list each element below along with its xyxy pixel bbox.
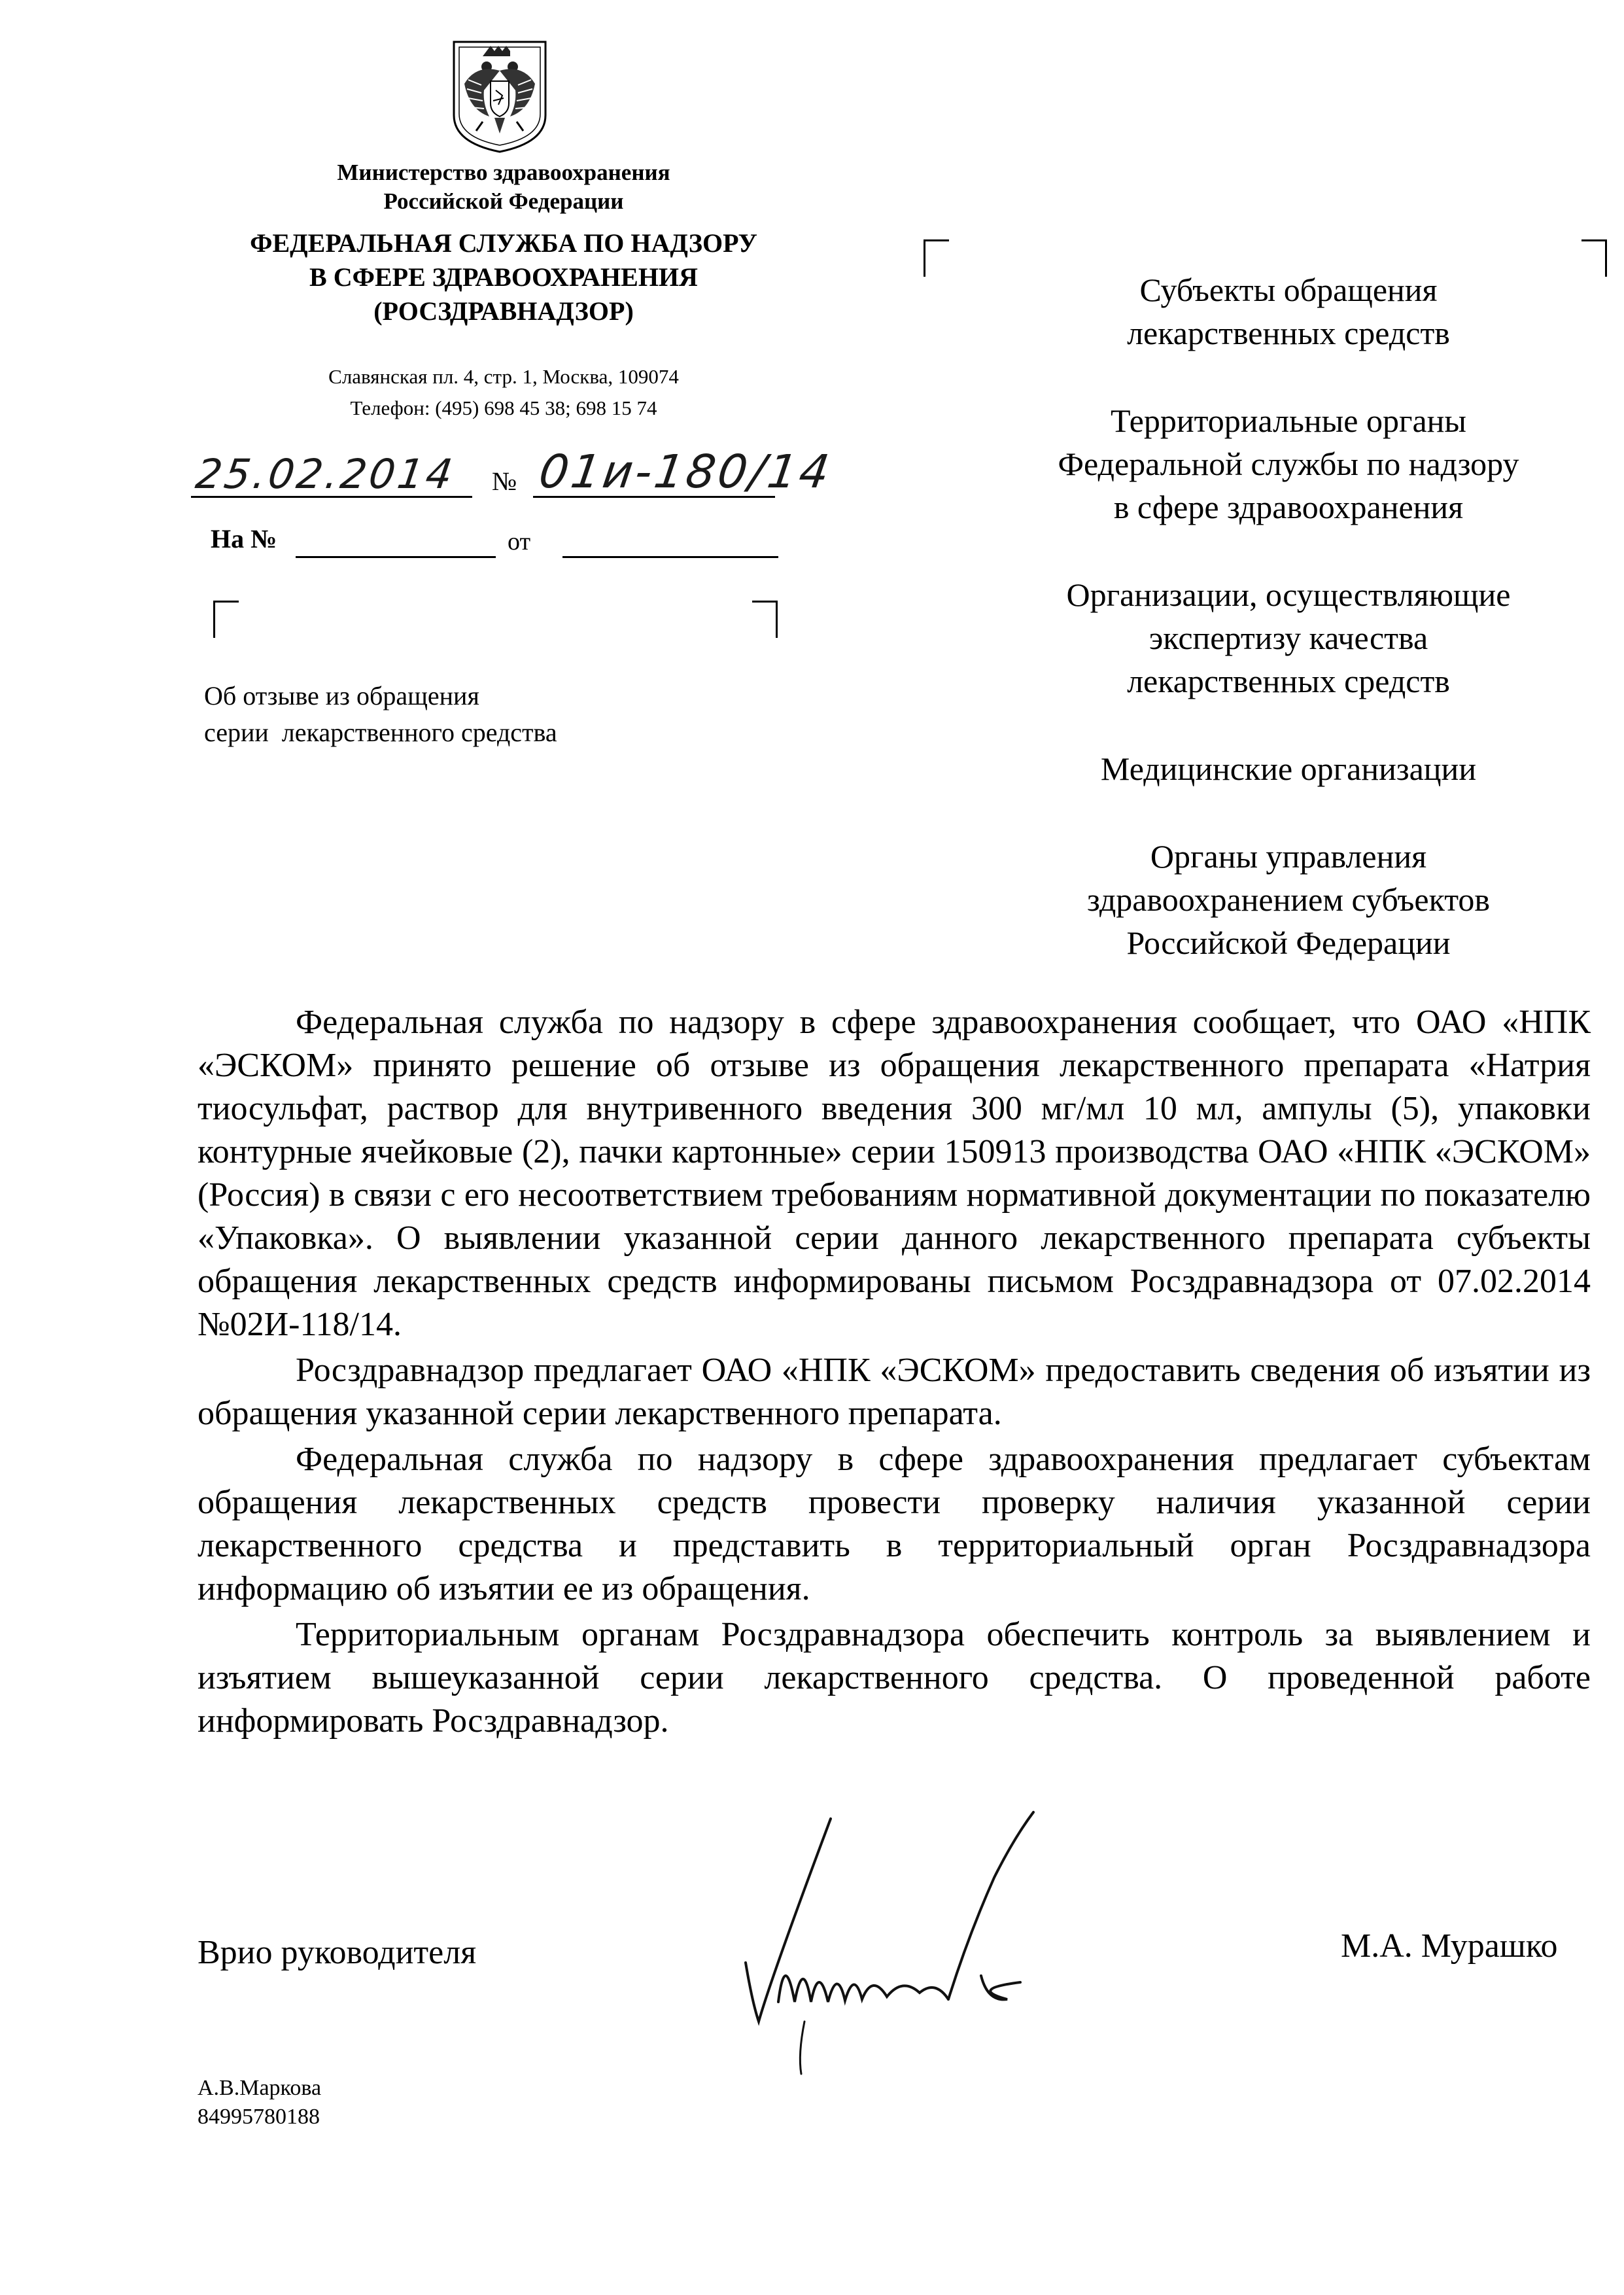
- document-number: 01и-180/14: [536, 445, 835, 499]
- addressee: [968, 399, 1609, 529]
- number-label: №: [492, 466, 517, 496]
- addressee-line: Федеральной службы по надзору: [1058, 446, 1519, 482]
- addressee-line: Субъекты обращения: [1139, 272, 1438, 308]
- addressee-line: Организации, осуществляющие: [1066, 576, 1511, 613]
- service-line: (РОСЗДРАВНАДЗОР): [373, 296, 634, 326]
- service-line: ФЕДЕРАЛЬНАЯ СЛУЖБА ПО НАДЗОРУ: [250, 228, 757, 258]
- bracket-top-left: [924, 239, 949, 277]
- signatory-title: Врио руководителя: [198, 1934, 477, 1971]
- reference-label: На №: [211, 524, 277, 553]
- executor-phone: 84995780188: [198, 2105, 320, 2129]
- addressee-line: Территориальные органы: [1110, 402, 1467, 439]
- ministry-name: [216, 158, 791, 216]
- document-date: 25.02.2014: [192, 450, 458, 498]
- addressee: [968, 268, 1609, 355]
- ministry-line: Российской Федерации: [383, 188, 624, 214]
- executor-name: А.В.Маркова: [198, 2076, 322, 2100]
- addressee-line: лекарственных средств: [1127, 315, 1450, 351]
- letter-body: [198, 1001, 1591, 1745]
- body-paragraph: Федеральная служба по надзору в сфере здравоохранения сообщает, что ОАО «НПК «ЭСКОМ» принято решение об отзыве из обращения лекарственного препарата «Натрия тиосульфат, раствор для внутривенного введения 300 мг/мл 10 мл, ампулы (5), упаковки контурные ячейковые (2), пачки картонные» серии 150913 производства ОАО «НПК «ЭСКОМ» (Россия) в связи с его несоответствием требованиям нормативной документации по показателю «Упаковка». О выявлении указанной серии данного лекарственного препарата субъекты обращения лекарственных средств информированы письмом Росздравнадзора от 07.02.2014 №02И-118/14.: [198, 1004, 1591, 1343]
- addressee-line: экспертизу качества: [1149, 620, 1428, 656]
- addressee-line: Медицинские организации: [1100, 750, 1477, 787]
- date-underline: [191, 496, 472, 498]
- body-paragraph: Росздравнадзор предлагает ОАО «НПК «ЭСКОМ» предоставить сведения об изъятии из обращения указанной серии лекарственного препарата.: [198, 1352, 1591, 1432]
- service-line: В СФЕРЕ ЗДРАВООХРАНЕНИЯ: [309, 262, 698, 292]
- reference-underline: [296, 556, 496, 558]
- bracket-top-left: [213, 601, 239, 638]
- from-label: от: [508, 528, 531, 555]
- address-line: Славянская пл. 4, стр. 1, Москва, 109074: [328, 365, 679, 388]
- service-name: [196, 226, 811, 328]
- body-paragraph: Федеральная служба по надзору в сфере здравоохранения предлагает субъектам обращения лекарственных средств провести проверку наличия указанной серии лекарственного средства и представить в территориальный орган Росздравнадзора информацию об изъятии ее из обращения.: [198, 1441, 1591, 1607]
- from-underline: [562, 556, 778, 558]
- signatory-name: М.А. Мурашко: [1341, 1927, 1558, 1965]
- addressee-line: Российской Федерации: [1126, 924, 1451, 961]
- addressee: [968, 573, 1609, 703]
- body-paragraph: Территориальным органам Росздравнадзора обеспечить контроль за выявлением и изъятием вышеуказанной серии лекарственного средства. О проведенной работе информировать Росздравнадзор.: [198, 1616, 1591, 1740]
- sender-address: [209, 361, 798, 424]
- addressee-line: в сфере здравоохранения: [1113, 489, 1464, 525]
- handwritten-signature: [733, 1806, 1125, 2080]
- addressee-list: [968, 268, 1609, 1009]
- bracket-top-right: [752, 601, 778, 638]
- addressee-line: Органы управления: [1150, 838, 1427, 875]
- coat-of-arms-icon: [450, 38, 549, 154]
- subject-line: серии лекарственного средства: [204, 718, 557, 747]
- ministry-line: Министерство здравоохранения: [337, 160, 670, 185]
- addressee: [968, 835, 1609, 964]
- letter-subject: [204, 678, 557, 751]
- addressee: [968, 747, 1609, 790]
- subject-line: Об отзыве из обращения: [204, 681, 479, 710]
- addressee-line: здравоохранением субъектов: [1086, 881, 1491, 918]
- addressee-line: лекарственных средств: [1127, 663, 1450, 699]
- phone-line: Телефон: (495) 698 45 38; 698 15 74: [350, 396, 657, 419]
- number-underline: [533, 496, 775, 498]
- executor-info: [198, 2074, 321, 2131]
